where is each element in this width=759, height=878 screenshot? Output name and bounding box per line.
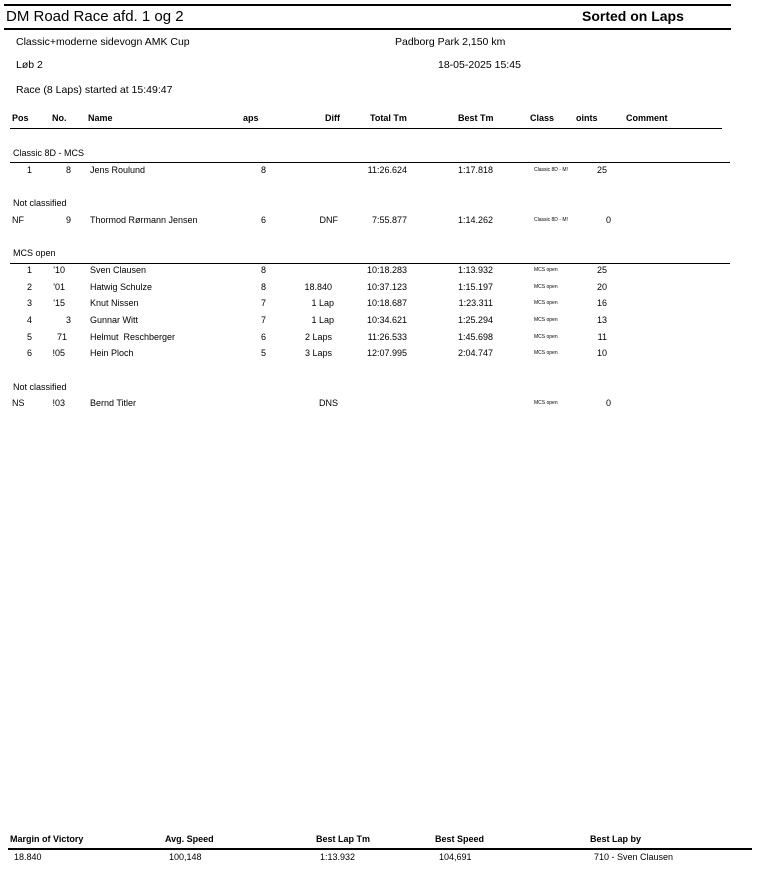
cell-total: 12:07.995	[366, 348, 407, 358]
cell-total: 10:18.687	[366, 298, 407, 308]
cell-pos: 1	[26, 165, 32, 175]
cell-best: 1:23.311	[458, 298, 493, 308]
cell-laps: 7	[261, 298, 267, 308]
avg-speed-value: 100,148	[169, 852, 202, 862]
cell-points: 20	[596, 282, 607, 292]
cell-pos: NS	[12, 398, 25, 408]
section-title: MCS open	[13, 248, 56, 258]
cell-pos: 5	[26, 332, 32, 342]
cell-laps: 6	[261, 332, 267, 342]
margin-label: Margin of Victory	[10, 834, 84, 844]
cell-name: Jens Roulund	[90, 165, 146, 175]
cell-points: 13	[596, 315, 607, 325]
footer-rule	[8, 848, 752, 850]
venue-name: Padborg Park 2,150 km	[395, 36, 506, 48]
cell-points: 25	[596, 265, 607, 275]
cell-diff: 18.840	[304, 282, 332, 292]
cell-no: 9	[65, 215, 71, 225]
cell-class: MCS open	[534, 350, 558, 356]
cell-points: 0	[605, 215, 611, 225]
cell-name: Helmut Reschberger	[90, 332, 176, 342]
cell-no: !03	[52, 398, 65, 408]
cell-total: 11:26.624	[367, 165, 407, 175]
section-title: Not classified	[13, 198, 67, 208]
margin-value: 18.840	[14, 852, 42, 862]
cell-name: Bernd Titler	[90, 398, 137, 408]
cell-no: '15	[53, 298, 65, 308]
best-lap-value: 1:13.932	[320, 852, 356, 862]
cell-total: 10:37.123	[366, 282, 407, 292]
cell-class: MCS open	[534, 267, 558, 273]
cell-no: 3	[65, 315, 71, 325]
cell-name: Knut Nissen	[90, 298, 139, 308]
cell-total: 10:34.621	[366, 315, 407, 325]
cell-no: !05	[52, 348, 65, 358]
cell-diff: DNS	[318, 398, 338, 408]
cell-best: 1:17.818	[457, 165, 493, 175]
cell-no: '10	[53, 265, 65, 275]
col-best: Best Tm	[458, 113, 494, 123]
cell-name: Gunnar Witt	[90, 315, 139, 325]
col-pos: Pos	[12, 113, 29, 123]
cell-best: 2:04.747	[457, 348, 493, 358]
cell-points: 0	[605, 398, 611, 408]
cell-best: 1:13.932	[457, 265, 493, 275]
cell-class: MCS open	[534, 284, 558, 290]
cell-pos: 1	[26, 265, 32, 275]
avg-speed-label: Avg. Speed	[165, 834, 214, 844]
cell-total: 11:26.533	[367, 332, 407, 342]
top-rule	[4, 4, 731, 6]
page-title: DM Road Race afd. 1 og 2	[6, 8, 184, 25]
cell-no: 71	[56, 332, 67, 342]
section-rule	[10, 263, 730, 264]
cell-pos: 4	[26, 315, 32, 325]
cell-points: 25	[596, 165, 607, 175]
cell-name: Sven Clausen	[90, 265, 147, 275]
cell-points: 16	[596, 298, 607, 308]
cell-points: 10	[596, 348, 607, 358]
cell-points: 11	[597, 332, 607, 342]
cell-name: Hatwig Schulze	[90, 282, 153, 292]
best-lap-label: Best Lap Tm	[316, 834, 371, 844]
race-datetime: 18-05-2025 15:45	[438, 59, 521, 71]
col-diff: Diff	[325, 113, 340, 123]
cell-class: MCS open	[534, 300, 558, 306]
cell-class: MCS open	[534, 334, 558, 340]
section-rule	[10, 162, 730, 163]
cell-total: 7:55.877	[371, 215, 407, 225]
cell-total: 10:18.283	[366, 265, 407, 275]
race-start: Race (8 Laps) started at 15:49:47	[16, 84, 173, 96]
section-title: Not classified	[13, 382, 67, 392]
cell-class: Classic 8D - M!	[534, 217, 568, 223]
cell-diff: 2 Laps	[304, 332, 332, 342]
section-title: Classic 8D - MCS	[13, 148, 85, 158]
cell-laps: 7	[261, 315, 267, 325]
cell-diff: 1 Lap	[311, 315, 334, 325]
header-rule	[10, 128, 722, 129]
cell-name: Thormod Rørmann Jensen	[90, 215, 198, 225]
cell-pos: 2	[26, 282, 32, 292]
cell-laps: 8	[261, 282, 267, 292]
best-lap-by-label: Best Lap by	[590, 834, 642, 844]
cell-laps: 8	[261, 265, 267, 275]
col-comment: Comment	[626, 113, 668, 123]
cell-no: 8	[65, 165, 71, 175]
cell-pos: 3	[26, 298, 32, 308]
cell-diff: 3 Laps	[304, 348, 332, 358]
cell-best: 1:14.262	[457, 215, 493, 225]
cell-no: '01	[53, 282, 65, 292]
sort-label: Sorted on Laps	[582, 8, 684, 24]
event-name: Classic+moderne sidevogn AMK Cup	[16, 36, 190, 48]
cell-diff: DNF	[319, 215, 338, 225]
cell-class: Classic 8D - M!	[534, 167, 568, 173]
best-lap-by-value: 710 - Sven Clausen	[594, 852, 674, 862]
col-class: Class	[530, 113, 555, 123]
cell-pos: 6	[26, 348, 32, 358]
cell-best: 1:15.197	[457, 282, 493, 292]
col-total: Total Tm	[370, 113, 407, 123]
col-name: Name	[88, 113, 113, 123]
cell-class: MCS open	[534, 317, 558, 323]
cell-pos: NF	[12, 215, 24, 225]
cell-class: MCS open	[534, 400, 558, 406]
col-no: No.	[52, 113, 67, 123]
cell-best: 1:25.294	[457, 315, 493, 325]
cell-laps: 8	[261, 165, 267, 175]
title-rule	[4, 28, 731, 30]
cell-name: Hein Ploch	[90, 348, 134, 358]
cell-best: 1:45.698	[457, 332, 493, 342]
race-name: Løb 2	[16, 59, 43, 71]
cell-diff: 1 Lap	[311, 298, 334, 308]
best-speed-label: Best Speed	[435, 834, 485, 844]
col-laps: aps	[243, 113, 259, 123]
best-speed-value: 104,691	[439, 852, 472, 862]
cell-laps: 6	[261, 215, 267, 225]
col-points: oints	[576, 113, 598, 123]
cell-laps: 5	[261, 348, 267, 358]
